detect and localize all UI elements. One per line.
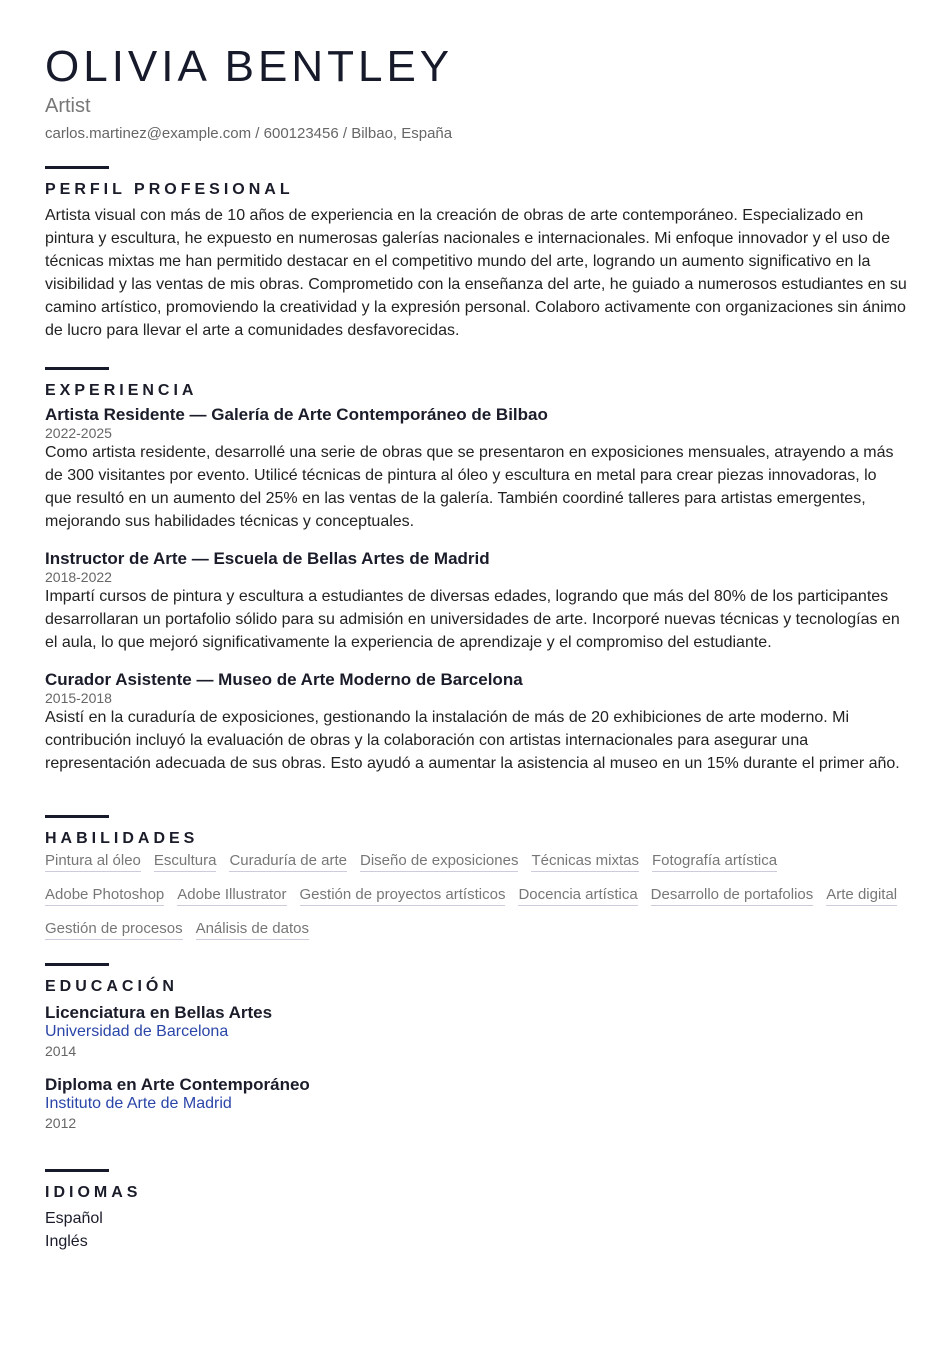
skills-list: [45, 851, 907, 953]
section-divider: [45, 166, 109, 169]
job-entry: [45, 670, 907, 775]
job-description: Impartí cursos de pintura y escultura a estudiantes de diversas edades, logrando que más del 80% de los participantes desarrollaran un portafolio sólido para su admisión en universidades de arte. Incorporé nuevas técnicas y tecnologías en el aula, lo que mejoró significativamente la experiencia de aprendizaje y el compromiso del estudiante.: [45, 588, 900, 651]
skill-tag: Análisis de datos: [196, 919, 309, 940]
skill-tag: Curaduría de arte: [229, 851, 347, 872]
skill-tag: Arte digital: [826, 885, 897, 906]
candidate-name: OLIVIA BENTLEY: [45, 42, 454, 91]
job-description: Como artista residente, desarrollé una serie de obras que se presentaron en exposiciones mensuales, atrayendo a más de 300 visitantes por evento. Utilicé técnicas de pintura al óleo y escultura en metal para crear piezas innovadoras, lo que resultó en un aumento del 25% en las ventas de la galería. También coordiné talleres para artistas emergentes, mejorando sus habilidades técnicas y conceptuales.: [45, 444, 894, 530]
skill-tag: Adobe Illustrator: [177, 885, 286, 906]
skill-tag: Escultura: [154, 851, 217, 872]
education-year: 2012: [45, 1115, 77, 1131]
job-dates: 2022-2025: [45, 425, 112, 441]
job-title: Instructor de Arte — Escuela de Bellas Artes de Madrid: [45, 549, 490, 568]
degree: Diploma en Arte Contemporáneo: [45, 1075, 310, 1094]
section-heading-experience: EXPERIENCIA: [45, 382, 198, 399]
profile-text: Artista visual con más de 10 años de experiencia en la creación de obras de arte contemporáneo. Especializado en pintura y escultura, he expuesto en numerosas galerías nacionales e internacionales. Mi enfoque innovador y el uso de técnicas mixtas me han permitido destacar en el competitivo mundo del arte, logrando un aumento significativo en la visibilidad y las ventas de mis obras. Comprometido con la enseñanza del arte, he guiado a numerosos estudiantes en su camino artístico, promoviendo la creatividad y la expresión personal. Colaboro activamente con organizaciones sin ánimo de lucro para llevar el arte a comunidades desfavorecidas.: [45, 207, 907, 339]
skill-tag: Gestión de procesos: [45, 919, 183, 940]
skill-tag: Pintura al óleo: [45, 851, 141, 872]
institution: Instituto de Arte de Madrid: [45, 1095, 232, 1112]
skill-tag: Fotografía artística: [652, 851, 777, 872]
education-year: 2014: [45, 1043, 77, 1059]
section-divider: [45, 367, 109, 370]
degree: Licenciatura en Bellas Artes: [45, 1003, 273, 1022]
job-title: Artist: [45, 95, 91, 117]
contact-info: carlos.martinez@example.com / 600123456 / Bilbao, España: [45, 125, 453, 142]
language-item: Inglés: [45, 1233, 88, 1250]
job-entry: [45, 405, 907, 533]
job-title: Artista Residente — Galería de Arte Contemporáneo de Bilbao: [45, 405, 548, 424]
section-divider: [45, 815, 109, 818]
skill-tag: Adobe Photoshop: [45, 885, 164, 906]
job-title: Curador Asistente — Museo de Arte Moderno de Barcelona: [45, 670, 523, 689]
job-dates: 2018-2022: [45, 569, 112, 585]
skill-tag: Gestión de proyectos artísticos: [300, 885, 506, 906]
section-heading-profile: PERFIL PROFESIONAL: [45, 181, 294, 198]
skill-tag: Diseño de exposiciones: [360, 851, 518, 872]
institution: Universidad de Barcelona: [45, 1023, 229, 1040]
job-entry: [45, 549, 907, 654]
skill-tag: Desarrollo de portafolios: [651, 885, 814, 906]
language-item: Español: [45, 1210, 103, 1227]
section-heading-languages: IDIOMAS: [45, 1184, 142, 1201]
education-entry: [45, 1075, 907, 1133]
section-divider: [45, 963, 109, 966]
education-entry: [45, 1003, 907, 1061]
skill-tag: Técnicas mixtas: [531, 851, 639, 872]
skill-tag: Docencia artística: [518, 885, 637, 906]
section-divider: [45, 1169, 109, 1172]
section-heading-education: EDUCACIÓN: [45, 978, 178, 995]
job-dates: 2015-2018: [45, 690, 112, 706]
job-description: Asistí en la curaduría de exposiciones, gestionando la instalación de más de 20 exhibiciones de arte moderno. Mi contribución incluyó la evaluación de obras y la colaboración con artistas internacionales para asegurar una representación adecuada de sus obras. Esto ayudó a aumentar la asistencia al museo en un 15% durante el primer año.: [45, 709, 900, 772]
section-heading-skills: HABILIDADES: [45, 830, 199, 847]
